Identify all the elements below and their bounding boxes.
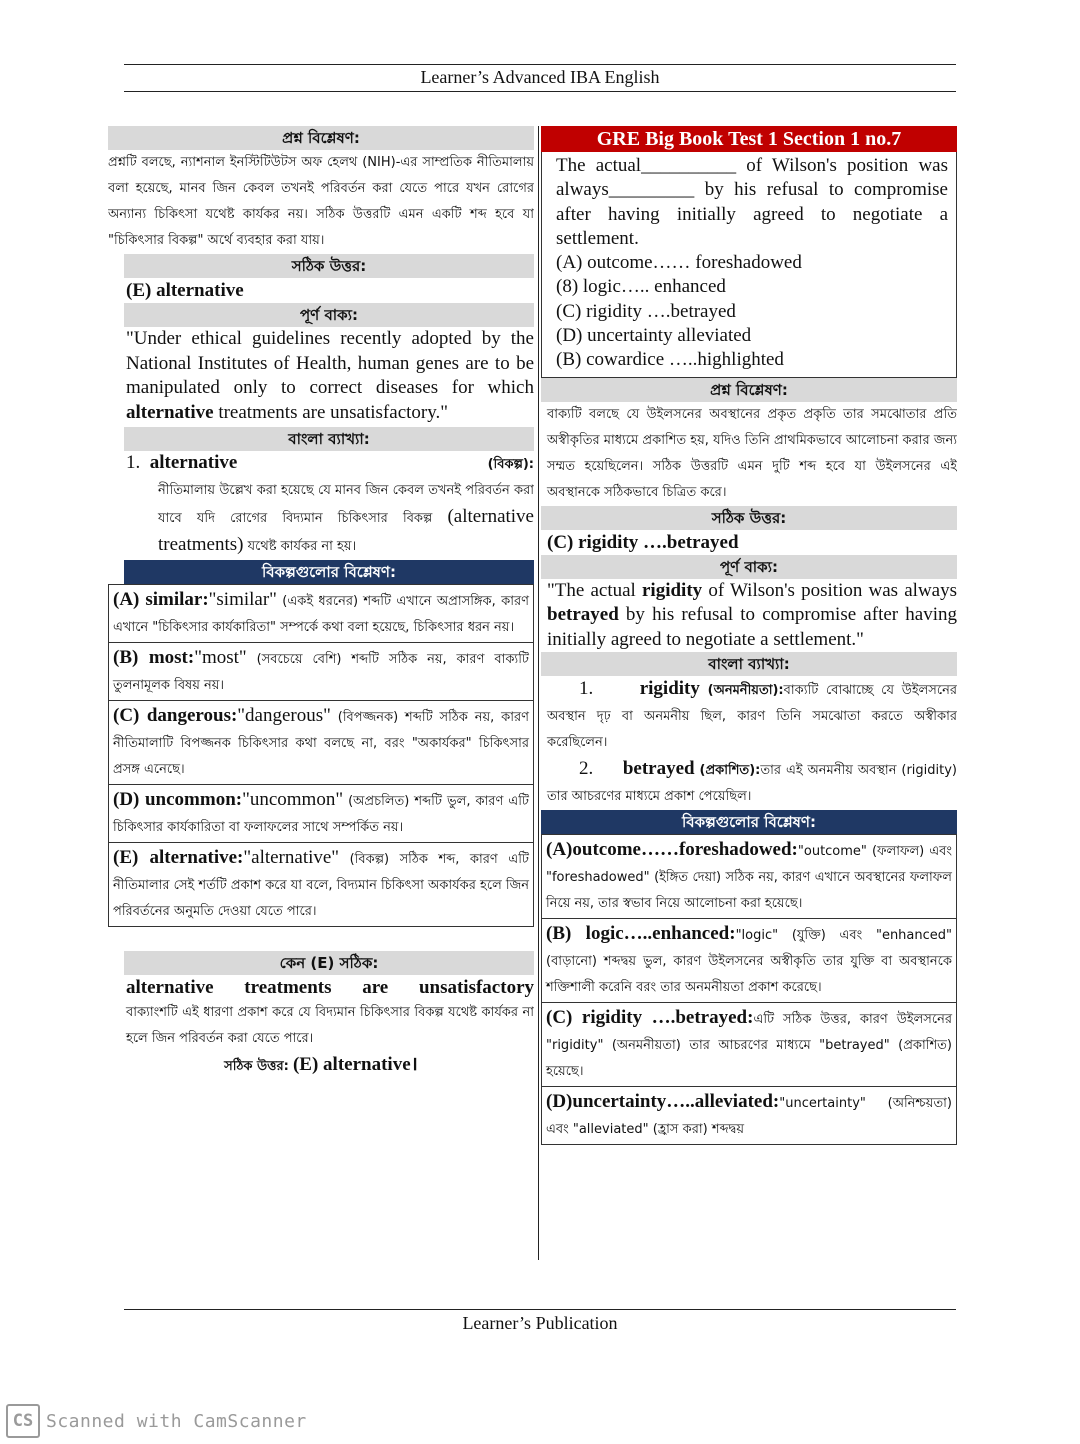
- right-analysis-text: বাক্যটি বলছে যে উইলসনের অবস্থানের প্রকৃত প্রকৃতি তার সমঝোতার প্রতি অস্বীকৃতির মাধ্যমে প্রকাশিত হয়, যদিও তিনি প্রাথমিকভাবে আলোচনা করার জন্য সম্মত হয়েছিলেন। সঠিক উত্তরটি এমন দুটি শব্দ হবে যা উইলসনের এই অবস্থানকে সঠিকভাবে চিত্রিত করে।: [547, 406, 957, 500]
- left-final-label: সঠিক উত্তর:: [224, 1059, 289, 1074]
- right-bangla-num: 1.: [579, 678, 594, 700]
- right-bangla-meaning: (প্রকাশিত):: [699, 763, 761, 779]
- right-full-key1: rigidity: [642, 579, 703, 601]
- right-bangla-text: তার এই অনমনীয় অবস্থান (rigidity) তার আচরণের মাধ্যমে প্রকাশ পেয়েছিল।: [547, 763, 957, 805]
- right-option-label: (C) rigidity ….betrayed:: [546, 1007, 754, 1029]
- right-full-post: by his refusal to compromise after having initially agreed to negotiate a settlement.": [547, 604, 957, 650]
- right-option-text: [546, 1089, 952, 1143]
- left-option-text: [113, 587, 529, 641]
- left-option-label: (C) dangerous:: [113, 705, 238, 726]
- right-full-mid: of Wilson's position was always: [702, 579, 957, 601]
- right-analysis-heading: প্রশ্ন বিশ্লেষণ:: [541, 378, 957, 402]
- left-option-word: "uncommon": [242, 789, 344, 810]
- right-option-explanation: এটি সঠিক উত্তর, কারণ উইলসনের "rigidity" (অনমনীয়তা) তার আচরণের মাধ্যমে "betrayed" (প্রকাশিত) হয়েছে।: [546, 1012, 952, 1080]
- right-bangla-meaning: (অনমনীয়তা):: [707, 683, 784, 699]
- left-option-box: [108, 700, 534, 785]
- right-option-label: (A)outcome……foreshadowed:: [546, 839, 798, 861]
- left-analysis-text: প্রশ্নটি বলছে, ন্যাশনাল ইনস্টিটিউটস অফ হেলথ (NIH)-এর সাম্প্রতিক নীতিমালায় বলা হয়েছে, মানব জিন কেবল তখনই পরিবর্তন করা যেতে পারে যখন রোগের অন্যান্য চিকিৎসা যথেষ্ট কার্যকর নয়। সঠিক উত্তরটি এমন একটি শব্দ হবে যা "চিকিৎসার বিকল্প" অর্থে ব্যবহার করা যায়।: [108, 155, 534, 248]
- right-bangla-heading: বাংলা ব্যাখ্যা:: [541, 652, 957, 676]
- footer-publisher: Learner’s Publication: [462, 1313, 618, 1333]
- left-option-label: (A) similar:: [113, 589, 209, 610]
- right-bangla-word: rigidity: [639, 678, 700, 700]
- left-option-explanation: (একই ধরনের) শব্দটি এখানে অপ্রাসঙ্গিক, কারণ এখানে "চিকিৎসার কার্যকারিতা" সম্পর্কে কথা বলা হয়েছে, চিকিৎসার ধরন নয়।: [113, 594, 529, 635]
- left-full-sentence-heading: পূর্ণ বাক্য:: [124, 303, 534, 327]
- left-option-explanation: (বিকল্প) সঠিক শব্দ, কারণ এটি নীতিমালার সেই শর্তটি প্রকাশ করে যা বলে, বিদ্যমান চিকিৎসা অকার্যকর হলে জিন পরিবর্তনের অনুমতি দেওয়া যেতে পারে।: [113, 852, 530, 919]
- left-why-heading: কেন (E) সঠিক:: [124, 951, 534, 975]
- left-full-key: alternative: [126, 401, 214, 423]
- left-answer-heading: সঠিক উত্তর:: [124, 254, 534, 278]
- left-option-explanation: (অপ্রচলিত) শব্দটি ভুল, কারণ এটি চিকিৎসার কার্যকারিতা বা ফলাফলের সাথে সম্পর্কিত নয়।: [113, 794, 529, 835]
- left-final-value: (E) alternative।: [292, 1054, 418, 1075]
- left-full-post: treatments are unsatisfactory.": [213, 401, 449, 423]
- left-bangla-text-main: নীতিমালায় উল্লেখ করা হয়েছে যে মানব জিন কেবল তখনই পরিবর্তন করা যাবে যদি রোগের বিদ্যমান চিকিৎসার বিকল্প: [158, 483, 534, 526]
- right-option-text: [546, 1005, 952, 1085]
- left-option-label: (B) most:: [113, 647, 195, 668]
- left-bangla-meaning: (বিকল্প):: [487, 457, 534, 472]
- left-analysis-heading: প্রশ্ন বিশ্লেষণ:: [108, 126, 534, 150]
- question-box: [541, 152, 957, 378]
- right-full-sentence-heading: পূর্ণ বাক্য:: [541, 555, 957, 579]
- left-option-box: [108, 842, 534, 927]
- right-full-pre: "The actual: [547, 579, 642, 601]
- right-option-box: [541, 1086, 957, 1145]
- right-option-text: [546, 921, 952, 1001]
- right-bangla-list: [541, 676, 957, 810]
- left-option-box: [108, 584, 534, 643]
- left-answer: (E) alternative: [126, 280, 244, 301]
- right-bangla-item: [541, 756, 957, 810]
- left-bangla-text: [108, 478, 534, 560]
- right-full-sentence: [541, 579, 957, 653]
- right-answer: (C) rigidity ….betrayed: [547, 531, 739, 553]
- left-option-word: "similar": [208, 589, 277, 610]
- right-bangla-text: বাক্যটি বোঝাচ্ছে যে উইলসনের অবস্থান দৃঢ় বা অনমনীয় ছিল, কারণ তিনি সমঝোতা করতে অস্বীকার করেছিলেন।: [547, 683, 957, 751]
- left-option-text: [113, 787, 529, 841]
- left-bangla-num: 1.: [126, 452, 141, 473]
- right-option-explanation: "outcome" (ফলাফল) এবং "foreshadowed" (ইঙ্গিত দেয়া) সঠিক নয়, কারণ এখানে অবস্থানের ফলাফল নিয়ে নয়, তার স্বভাব নিয়ে আলোচনা করা হয়েছে।: [546, 844, 952, 912]
- right-bangla-word: betrayed: [622, 758, 695, 780]
- camscanner-text: Scanned with CamScanner: [46, 1410, 307, 1432]
- left-options-heading: বিকল্পগুলোর বিশ্লেষণ:: [124, 560, 534, 585]
- left-option-word: "alternative": [243, 847, 340, 868]
- right-options-list: [541, 834, 957, 1145]
- left-bangla-text-en: (alternative treatments): [158, 506, 534, 555]
- left-bangla-item-head: [126, 451, 237, 476]
- left-option-text: [113, 645, 529, 699]
- right-option-box: [541, 834, 957, 919]
- header-rule-bottom: [124, 91, 956, 92]
- right-full-key2: betrayed: [547, 604, 619, 626]
- left-bangla-word: alternative: [149, 452, 238, 473]
- camscanner-watermark: [6, 1404, 307, 1438]
- camscanner-logo-icon: CS: [6, 1404, 40, 1438]
- left-why-en: alternative treatments are unsatisfactory: [126, 977, 534, 998]
- left-final-answer: [108, 1052, 534, 1080]
- right-column: [541, 126, 957, 1145]
- left-option-text: [113, 845, 529, 925]
- question-option: (D) uncertainty alleviated: [556, 325, 752, 347]
- left-option-text: [113, 703, 529, 783]
- left-bangla-text-end: যথেষ্ট কার্যকর না হয়।: [243, 539, 357, 554]
- left-bangla-item: [108, 451, 534, 478]
- right-answer-heading: সঠিক উত্তর:: [541, 506, 957, 530]
- right-bangla-item: [541, 676, 957, 756]
- right-option-box: [541, 1002, 957, 1087]
- question-options: [556, 251, 948, 372]
- left-option-box: [108, 642, 534, 701]
- column-divider: [538, 126, 539, 1260]
- left-option-label: (D) uncommon:: [113, 789, 243, 810]
- right-option-box: [541, 918, 957, 1003]
- right-option-text: [546, 837, 952, 917]
- right-option-label: (B) logic…..enhanced:: [546, 923, 736, 945]
- right-bangla-num: 2.: [579, 758, 594, 780]
- left-option-box: [108, 784, 534, 843]
- left-full-pre: "Under ethical guidelines recently adopted by the National Institutes of Health, human genes are to be manipulated only to correct diseases for which: [126, 328, 534, 398]
- left-option-word: "most": [194, 647, 247, 668]
- left-bangla-heading: বাংলা ব্যাখ্যা:: [124, 427, 534, 451]
- question-option: (A) outcome…… foreshadowed: [556, 252, 802, 274]
- right-option-explanation: "logic" (যুক্তি) এবং "enhanced" (বাড়ানো) শব্দদ্বয় ভুল, কারণ উইলসনের অস্বীকৃতি তার যুক্তি বা অবস্থানকে শক্তিশালী করেনি বরং তার অনমনীয়তা প্রকাশ করেছে।: [546, 928, 953, 996]
- left-option-explanation: (বিপজ্জনক) শব্দটি সঠিক নয়, কারণ নীতিমালাটি বিপজ্জনক চিকিৎসার কথা বলছে না, বরং "অকার্যকর" চিকিৎসার প্রসঙ্গ এনেছে।: [113, 710, 529, 777]
- question-option: (8) logic….. enhanced: [556, 276, 726, 298]
- header-rule-top: [124, 64, 956, 65]
- left-full-sentence: [108, 327, 534, 425]
- question-option: (C) rigidity ….betrayed: [556, 300, 736, 322]
- left-option-label: (E) alternative:: [113, 847, 244, 868]
- left-option-word: "dangerous": [237, 705, 331, 726]
- left-options-list: [108, 584, 534, 927]
- running-title: Learner’s Advanced IBA English: [420, 67, 660, 87]
- left-column: [108, 126, 534, 1080]
- right-option-label: (D)uncertainty…..alleviated:: [546, 1091, 780, 1113]
- left-why-text: বাক্যাংশটি এই ধারণা প্রকাশ করে যে বিদ্যমান চিকিৎসার বিকল্প যথেষ্ট কার্যকর না হলে জিন পরিবর্তন করা যেতে পারে।: [126, 1005, 534, 1046]
- right-option-explanation: "uncertainty" (অনিশ্চয়তা) এবং "alleviated" (হ্রাস করা) শব্দদ্বয়: [546, 1096, 952, 1138]
- question-option: (B) cowardice …..highlighted: [556, 349, 784, 371]
- question-title: GRE Big Book Test 1 Section 1 no.7: [541, 126, 957, 152]
- footer-rule: [124, 1309, 956, 1310]
- question-stem: The actual__________ of Wilson's position was always_________ by his refusal to compromise after having initially agreed to negotiate a settlement.: [556, 155, 948, 249]
- left-option-explanation: (সবচেয়ে বেশি) শব্দটি সঠিক নয়, কারণ বাক্যটি তুলনামূলক বিষয় নয়।: [113, 652, 529, 693]
- right-options-heading: বিকল্পগুলোর বিশ্লেষণ:: [541, 810, 957, 835]
